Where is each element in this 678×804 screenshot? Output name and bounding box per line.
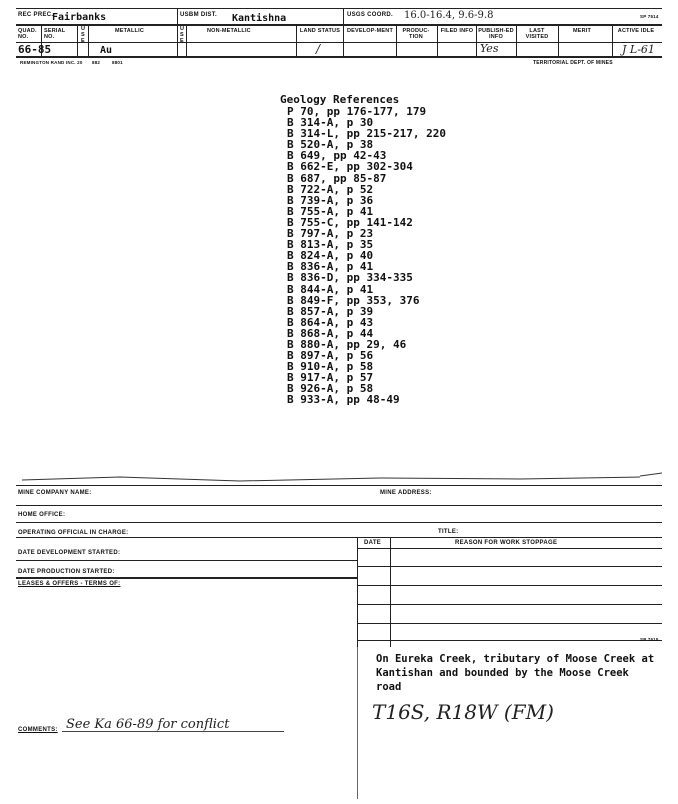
- metallic-value: Au: [100, 45, 113, 56]
- mine-address-label: MINE ADDRESS:: [380, 490, 432, 496]
- usgs-coord-label: USGS COORD.: [347, 12, 393, 18]
- geology-ref: B 849-F, pp 353, 376: [287, 293, 420, 307]
- date-column-header: DATE: [364, 540, 382, 546]
- geology-ref: B 520-A, p 38: [287, 138, 374, 152]
- mine-company-name-label: MINE COMPANY NAME:: [18, 490, 92, 496]
- col-development: DEVELOP-MENT: [346, 28, 394, 34]
- col-serial: SERIAL NO.: [44, 28, 66, 40]
- geology-ref: B 314-A, p 30: [287, 116, 374, 130]
- geology-ref: B 739-A, p 36: [287, 193, 374, 207]
- land-status-value: /: [316, 42, 321, 56]
- geology-ref: B 864-A, p 43: [287, 315, 374, 329]
- geology-ref: B 722-A, p 52: [287, 182, 374, 196]
- territorial-dept: TERRITORIAL DEPT. OF MINES: [533, 60, 613, 66]
- geology-ref: B 857-A, p 39: [287, 304, 374, 318]
- col-use-flag-2: U S E: [180, 26, 185, 44]
- reason-column-header: REASON FOR WORK STOPPAGE: [455, 540, 558, 546]
- printer-imprint: REMINGTON RAND INC. 20: [20, 60, 83, 65]
- geology-ref: B 813-A, p 35: [287, 238, 374, 252]
- printer-code-2: 8801: [112, 60, 123, 65]
- date-production-started-label: DATE PRODUCTION STARTED:: [18, 569, 115, 575]
- geology-ref-list: [287, 106, 547, 406]
- torn-edge-line: [0, 468, 678, 484]
- col-use-flag: U S E: [81, 26, 86, 44]
- col-quad: QUAD. NO.: [18, 28, 37, 40]
- usbm-dist-label: USBM DIST.: [180, 12, 218, 18]
- col-metallic: METALLIC: [115, 28, 144, 34]
- geology-ref: B 755-A, p 41: [287, 204, 374, 218]
- geology-ref: B 897-A, p 56: [287, 349, 374, 363]
- col-filed-info: FILED INFO: [440, 28, 474, 34]
- location-description: On Eureka Creek, tributary of Moose Creek at Kantishan and bounded by the Moose Creek road: [376, 653, 655, 693]
- col-last-visited: LAST VISITED: [525, 28, 549, 40]
- geology-ref: B 649, pp 42-43: [287, 149, 387, 163]
- geology-ref: B 910-A, p 58: [287, 360, 374, 374]
- col-published-info: PUBLISH-ED INFO: [478, 28, 514, 40]
- geology-ref: B 880-A, pp 29, 46: [287, 337, 407, 351]
- township-range: T16S, R18W (FM): [372, 700, 554, 724]
- geology-ref: B 687, pp 85-87: [287, 171, 387, 185]
- geology-ref: B 836-D, pp 334-335: [287, 271, 413, 285]
- form-number-bottom: SP 7515: [640, 637, 659, 642]
- printer-code-1: 882: [92, 60, 101, 65]
- title-label: TITLE:: [438, 529, 459, 535]
- geology-ref: B 926-A, p 58: [287, 382, 374, 396]
- date-development-started-label: DATE DEVELOPMENT STARTED:: [18, 550, 121, 556]
- geology-ref: B 797-A, p 23: [287, 227, 374, 241]
- geology-ref: B 824-A, p 40: [287, 249, 374, 263]
- col-production: PRODUC-TION: [402, 28, 430, 40]
- geology-ref: B 917-A, p 57: [287, 371, 374, 385]
- usbm-dist-value: Kantishna: [232, 13, 287, 24]
- leases-offers-label: LEASES & OFFERS - TERMS OF:: [18, 581, 121, 587]
- geology-ref: B 836-A, p 41: [287, 260, 374, 274]
- geology-ref: B 662-E, pp 302-304: [287, 160, 413, 174]
- home-office-label: HOME OFFICE:: [18, 512, 66, 518]
- col-active-idle: ACTIVE IDLE: [617, 28, 655, 34]
- geology-title: Geology References: [280, 93, 400, 106]
- geology-ref: B 755-C, pp 141-142: [287, 215, 413, 229]
- usgs-coord-value: 16.0-16.4, 9.6-9.8: [404, 10, 494, 21]
- geology-ref: P 70, pp 176-177, 179: [287, 105, 427, 118]
- comments-value: See Ka 66-89 for conflict: [66, 717, 230, 732]
- quad-serial-value: 66-85: [18, 43, 52, 56]
- operating-official-label: OPERATING OFFICIAL IN CHARGE:: [18, 530, 129, 536]
- geology-ref: B 844-A, p 41: [287, 282, 374, 296]
- col-non-metallic: NON-METALLIC: [207, 28, 251, 34]
- col-land-status: LAND STATUS: [299, 28, 341, 34]
- active-idle-value: J L-61: [622, 43, 655, 56]
- geology-ref: B 314-L, pp 215-217, 220: [287, 127, 446, 141]
- comments-label: COMMENTS:: [18, 727, 58, 733]
- rec-prec-value: Fairbanks: [52, 12, 107, 23]
- col-merit: MERIT: [572, 28, 592, 34]
- rec-prec-label: REC PREC.: [18, 12, 54, 18]
- geology-ref: B 933-A, pp 48-49: [287, 393, 400, 407]
- form-number-top: SP 7514: [640, 14, 659, 19]
- published-info-value: Yes: [480, 42, 499, 55]
- geology-ref: B 868-A, p 44: [287, 326, 374, 340]
